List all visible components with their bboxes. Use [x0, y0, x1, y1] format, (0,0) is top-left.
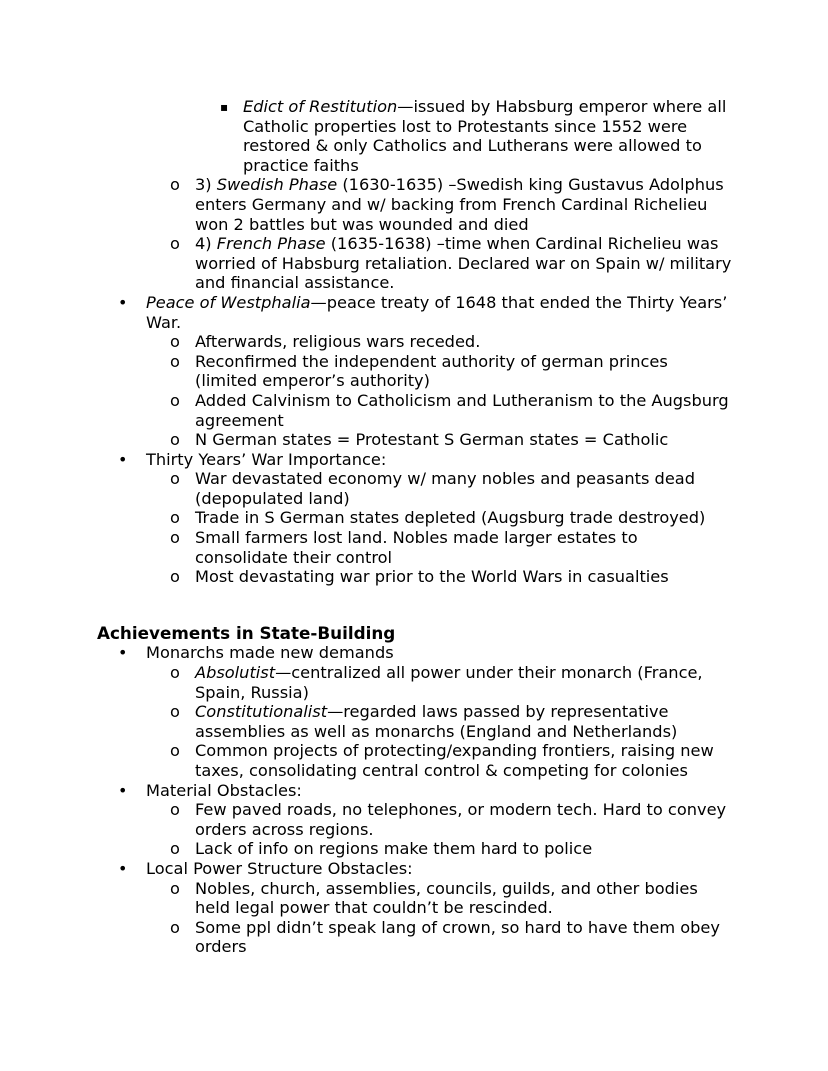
circle-bullet-icon: o — [170, 332, 180, 352]
list-item-absolutist — [0, 663, 732, 702]
bullet-icon: • — [118, 643, 128, 663]
list-item — [0, 741, 732, 780]
circle-bullet-icon: o — [170, 528, 180, 548]
item-text: (1630-1635) –Swedish king Gustavus Adolphus enters Germany and w/ backing from French Cardinal Richelieu won 2 battles but was wounded and died — [195, 175, 724, 234]
circle-bullet-icon: o — [170, 430, 180, 450]
list-item — [0, 567, 732, 587]
list-item-war-importance — [0, 450, 732, 470]
circle-bullet-icon: o — [170, 508, 180, 528]
item-text: Nobles, church, assemblies, councils, guilds, and other bodies held legal power that couldn’t be rescinded. — [195, 878, 698, 918]
item-text: Thirty Years’ War Importance: — [146, 449, 387, 469]
circle-bullet-icon: o — [170, 800, 180, 820]
list-item — [0, 800, 732, 839]
list-item-local-power-obstacles — [0, 859, 732, 879]
circle-bullet-icon: o — [170, 469, 180, 489]
term: Absolutist — [195, 663, 276, 683]
item-prefix: 4) — [195, 234, 217, 254]
term: Peace of Westphalia — [146, 292, 311, 312]
item-text: Few paved roads, no telephones, or modern tech. Hard to convey orders across regions. — [195, 800, 727, 839]
circle-bullet-icon: o — [170, 663, 180, 683]
bullet-icon: • — [118, 449, 128, 469]
item-text: (1635-1638) –time when Cardinal Richelieu was worried of Habsburg retaliation. Declared war on Spain w/ military and financial assistance. — [195, 234, 732, 293]
circle-bullet-icon: o — [170, 234, 180, 254]
item-text: Material Obstacles: — [146, 780, 302, 800]
list-item — [0, 430, 732, 450]
list-item-french-phase — [0, 234, 732, 293]
circle-bullet-icon: o — [170, 567, 180, 587]
item-prefix: 3) — [195, 175, 217, 195]
list-item-material-obstacles — [0, 781, 732, 801]
list-item-swedish-phase — [0, 175, 732, 234]
circle-bullet-icon: o — [170, 839, 180, 859]
list-item — [0, 391, 732, 430]
term: French Phase — [216, 234, 326, 254]
item-text: Most devastating war prior to the World Wars in casualties — [195, 567, 669, 587]
item-text: Lack of info on regions make them hard to police — [195, 839, 593, 859]
item-text: Local Power Structure Obstacles: — [146, 858, 413, 878]
circle-bullet-icon: o — [170, 175, 180, 195]
bullet-icon: • — [118, 858, 128, 878]
item-text: Common projects of protecting/expanding frontiers, raising new taxes, consolidating central control & competing for colonies — [195, 741, 714, 780]
item-text: War devastated economy w/ many nobles and peasants dead (depopulated land) — [195, 469, 695, 508]
item-text: Added Calvinism to Catholicism and Lutheranism to the Augsburg agreement — [195, 390, 729, 430]
square-bullet-icon: ▪ — [220, 100, 229, 114]
item-text: Afterwards, religious wars receded. — [195, 332, 481, 352]
item-text: —regarded laws passed by representative assemblies as well as monarchs (England and Netherlands) — [195, 702, 678, 741]
circle-bullet-icon: o — [170, 917, 180, 937]
list-item — [0, 352, 732, 391]
circle-bullet-icon: o — [170, 351, 180, 371]
item-text: Some ppl didn’t speak lang of crown, so hard to have them obey orders — [195, 917, 720, 957]
list-item — [0, 528, 732, 567]
item-text: Small farmers lost land. Nobles made larger estates to consolidate their control — [195, 528, 638, 567]
list-item-edict-of-restitution — [0, 97, 732, 175]
term: Edict of Restitution — [243, 97, 398, 116]
list-item-monarchs-demands — [0, 643, 732, 663]
list-item — [0, 332, 732, 352]
list-item — [0, 918, 732, 957]
item-text: Monarchs made new demands — [146, 643, 394, 663]
item-text: —peace treaty of 1648 that ended the Thirty Years’ War. — [146, 292, 728, 332]
list-item-constitutionalist — [0, 702, 732, 741]
term: Constitutionalist — [195, 702, 328, 722]
item-text: —centralized all power under their monarch (France, Spain, Russia) — [195, 663, 703, 702]
document-page — [0, 97, 828, 957]
list-item — [0, 508, 732, 528]
list-item — [0, 839, 732, 859]
item-text: —issued by Habsburg emperor where all Catholic properties lost to Protestants since 1552 were restored & only Catholics and Lutherans were allowed to practice faiths — [243, 97, 727, 175]
item-text: Trade in S German states depleted (Augsburg trade destroyed) — [195, 508, 706, 528]
circle-bullet-icon: o — [170, 702, 180, 722]
list-item — [0, 879, 732, 918]
term: Swedish Phase — [216, 175, 338, 195]
bullet-icon: • — [118, 780, 128, 800]
list-item — [0, 469, 732, 508]
bullet-icon: • — [118, 292, 128, 312]
list-item-peace-of-westphalia — [0, 293, 732, 332]
circle-bullet-icon: o — [170, 878, 180, 898]
item-text: N German states = Protestant S German states = Catholic — [195, 430, 669, 450]
circle-bullet-icon: o — [170, 390, 180, 410]
circle-bullet-icon: o — [170, 741, 180, 761]
item-text: Reconfirmed the independent authority of german princes (limited emperor’s authority) — [195, 351, 668, 391]
section-heading: Achievements in State-Building — [97, 622, 396, 643]
